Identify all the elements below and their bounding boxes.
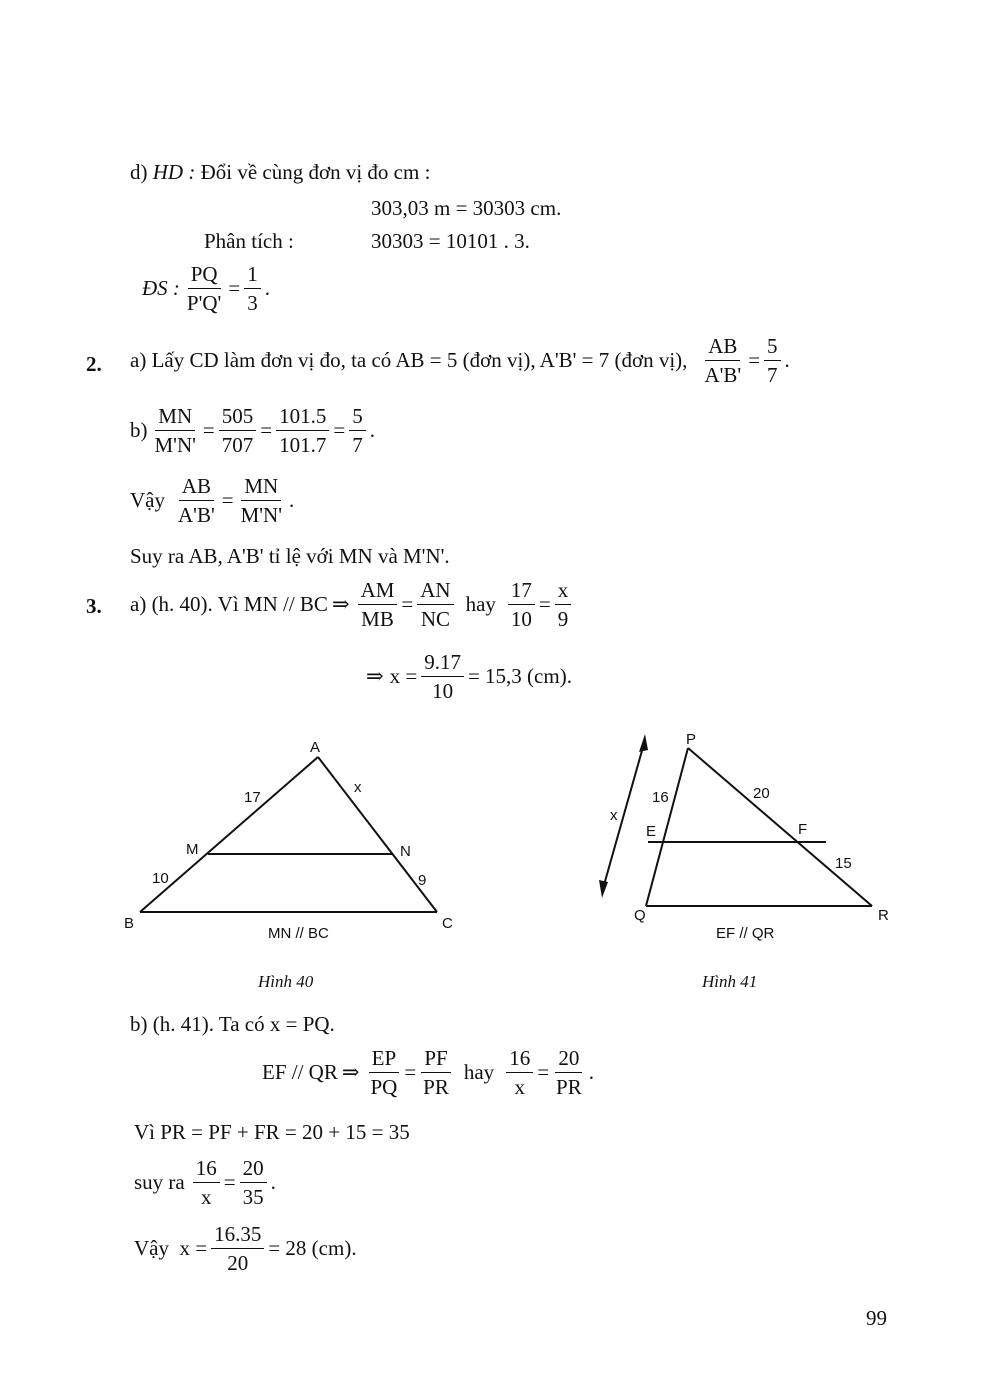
exercise-2-number: 2.: [86, 352, 102, 376]
measure-x-line: [602, 740, 645, 892]
exercise-3b-suy-ra: suy ra $\frac{16}{x}$ = $\frac{20}{35}$ .: [134, 1156, 276, 1210]
exercise-2a: a) Lấy CD làm đơn vị đo, ta có AB = 5 (đơn vị), A'B' = 7 (đơn vị), $\frac{AB}{A'B'}$ = $\frac{5}{7}$ .: [130, 334, 790, 388]
label-p: P: [686, 731, 697, 748]
exercise-3a-result: ⇒ x = $\frac{9.17}{10}$ = 15,3 (cm).: [366, 650, 572, 704]
part-d-answer: ĐS : $\frac{PQ}{P'Q'}$ = $\frac{1}{3}$ .: [142, 262, 270, 316]
label-x: x: [610, 807, 618, 824]
label-f: F: [798, 821, 808, 838]
caption-figure-41: Hình 41: [702, 972, 758, 991]
label-20: 20: [753, 785, 770, 802]
exercise-2b: b) $\frac{MN}{M'N'}$ = $\frac{505}{707}$ = $\frac{101.5}{101.7}$ = $\frac{5}{7}$ .: [130, 404, 375, 458]
analysis-line: 30303 = 10101 . 3.: [371, 229, 530, 253]
note-parallel: MN // BC: [268, 925, 329, 942]
label-9: 9: [418, 872, 427, 889]
label-e: E: [646, 823, 657, 840]
note-parallel: EF // QR: [716, 925, 775, 942]
label-15: 15: [835, 855, 852, 872]
pr-sum-line: Vì PR = PF + FR = 20 + 15 = 35: [134, 1120, 410, 1144]
label-c: C: [442, 915, 453, 932]
arrow-down-icon: [599, 880, 608, 898]
exercise-2-conclusion: Suy ra AB, A'B' tỉ lệ với MN và M'N'.: [130, 544, 450, 568]
label-10: 10: [152, 870, 169, 887]
exercise-3b-final: Vậy x = $\frac{16.35}{20}$ = 28 (cm).: [134, 1222, 357, 1276]
analysis-label: Phân tích :: [204, 229, 294, 253]
label-m: M: [186, 841, 199, 858]
side-pr: [688, 748, 872, 906]
exercise-3a: a) (h. 40). Vì MN // BC ⇒ $\frac{AM}{MB}$ = $\frac{AN}{NC}$ hay $\frac{17}{10}$ = $\frac{x}{9}$: [130, 578, 575, 631]
caption-figure-40: Hình 40: [258, 972, 314, 991]
part-d-heading: d) HD : Đổi về cùng đơn vị đo cm :: [130, 160, 431, 184]
exercise-2-vay: Vậy $\frac{AB}{A'B'}$ = $\frac{MN}{M'N'}$ .: [130, 474, 295, 528]
exercise-3-number: 3.: [86, 594, 102, 618]
fraction-one-third: $\frac{1}{3}$: [244, 262, 261, 315]
label-b: B: [124, 915, 135, 932]
label-a: A: [310, 739, 321, 756]
label-n: N: [400, 843, 411, 860]
figure-41: [590, 720, 900, 960]
side-ab: [140, 757, 318, 912]
label-r: R: [878, 907, 889, 924]
label-q: Q: [634, 907, 646, 924]
page-number: 99: [866, 1306, 887, 1330]
figure-40: [110, 730, 470, 1010]
label-17: 17: [244, 789, 261, 806]
conversion-line: 303,03 m = 30303 cm.: [371, 196, 562, 220]
exercise-3b: b) (h. 41). Ta có x = PQ.: [130, 1012, 335, 1036]
label-x: x: [354, 779, 362, 796]
label-16: 16: [652, 789, 669, 806]
exercise-3b-proportion: EF // QR ⇒ $\frac{EP}{PQ}$ = $\frac{PF}{PR}$ hay $\frac{16}{x}$ = $\frac{20}{PR}$ .: [262, 1046, 594, 1100]
fraction-pq: $\frac{PQ}{P'Q'}$: [186, 262, 222, 316]
arrow-up-icon: [639, 734, 648, 752]
